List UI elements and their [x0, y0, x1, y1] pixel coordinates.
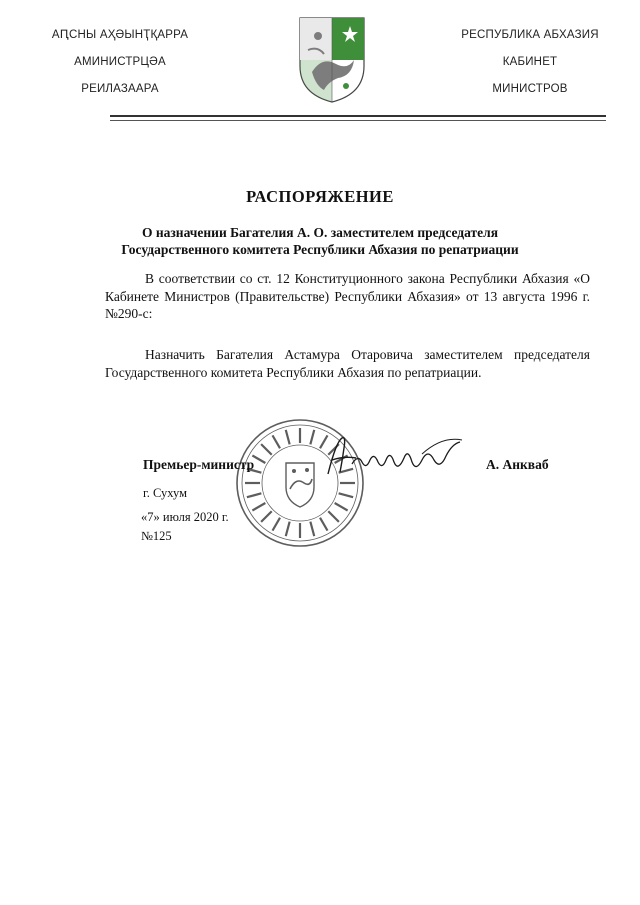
document-number: №125 — [141, 529, 172, 543]
issue-place: г. Сухум — [143, 486, 188, 500]
issue-date: «7» июля 2020 г. — [141, 510, 229, 524]
signatory-position: Премьер-министр — [143, 457, 255, 472]
state-emblem-icon — [298, 16, 366, 104]
header-right-line-2: КАБИНЕТ — [502, 56, 558, 68]
document-title: РАСПОРЯЖЕНИЕ — [246, 187, 394, 206]
header-left-abkhaz — [30, 28, 210, 109]
header-right-russian — [440, 28, 620, 109]
signatory-name: А. Анкваб — [486, 457, 549, 472]
header-left-line-1: АԤСНЫ АҲӘЫНҬҚАРРА — [51, 29, 189, 41]
paragraph-appointment: Назначить Багателия Астамура Отаровича заместителем председателя Государственного комитета Республики Абхазия по репатриации. — [105, 347, 590, 380]
header-divider-thin — [110, 120, 606, 121]
header-right-line-3: МИНИСТРОВ — [492, 83, 568, 95]
header-left-line-2: АМИНИСТРЦӘА — [74, 56, 166, 68]
subject-line-2: Государственного комитета Республики Абхазия по репатриации — [121, 242, 519, 257]
header-left-line-3: РЕИЛАЗААРА — [81, 83, 159, 95]
subject-line-1: О назначении Багателия А. О. заместителем председателя — [141, 225, 499, 240]
handwritten-signature-icon — [322, 434, 470, 480]
paragraph-legal-basis: В соответствии со ст. 12 Конституционного закона Республики Абхазия «О Кабинете Министров (Правительстве) Республики Абхазия» от 13 августа 1996 г. №290-с: — [105, 271, 590, 321]
header-right-line-1: РЕСПУБЛИКА АБХАЗИЯ — [461, 29, 599, 41]
document-subject — [100, 224, 540, 258]
header-divider-thick — [110, 115, 606, 117]
